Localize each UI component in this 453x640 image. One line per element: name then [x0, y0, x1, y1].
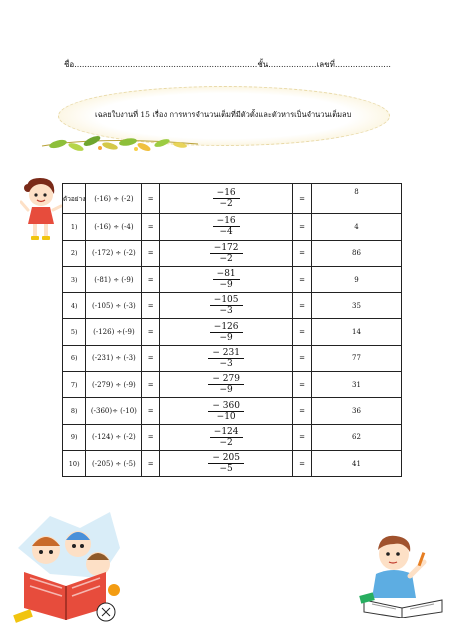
equals-sign: = — [293, 240, 312, 266]
result-value: 41 — [311, 450, 401, 476]
fraction — [213, 269, 240, 290]
cartoon-girl-icon — [20, 176, 64, 244]
equals-sign: = — [293, 372, 312, 398]
row-label: 8) — [63, 398, 86, 424]
fraction-denominator: −2 — [219, 199, 233, 210]
fraction-cell — [159, 450, 292, 476]
division-expression: (-126) ÷(-9) — [86, 319, 142, 345]
table-row — [63, 372, 402, 398]
fraction — [208, 453, 244, 474]
fraction-denominator: −2 — [219, 437, 233, 448]
division-expression: (-16) ÷ (-2) — [86, 184, 142, 214]
result-value: 8 — [311, 184, 401, 214]
fraction — [210, 243, 243, 264]
fraction — [208, 401, 244, 422]
fraction-numerator: −172 — [210, 243, 243, 254]
fraction — [210, 427, 243, 448]
division-expression: (-81) ÷ (-9) — [86, 266, 142, 292]
boy-studying-icon — [358, 532, 446, 618]
fraction-denominator: −9 — [219, 280, 233, 291]
row-label: 10) — [63, 450, 86, 476]
fraction-numerator: −16 — [213, 216, 240, 227]
result-value: 4 — [311, 214, 401, 240]
result-value: 86 — [311, 240, 401, 266]
division-expression: (-124) ÷ (-2) — [86, 424, 142, 450]
equals-sign: = — [293, 398, 312, 424]
equals-sign: = — [142, 319, 160, 345]
fraction-numerator: −126 — [210, 322, 243, 333]
result-value: 14 — [311, 319, 401, 345]
fraction — [208, 348, 244, 369]
equals-sign: = — [293, 424, 312, 450]
class-label: ชั้น — [257, 60, 269, 69]
fraction-cell — [159, 372, 292, 398]
fraction-cell — [159, 398, 292, 424]
student-info-line: ชื่อ........................................................................ชั้น...................เลขที่...................... — [64, 60, 391, 69]
table-row — [63, 240, 402, 266]
division-expression: (-16) ÷ (-4) — [86, 214, 142, 240]
division-expression: (-205) ÷ (-5) — [86, 450, 142, 476]
row-label: 7) — [63, 372, 86, 398]
fraction — [210, 295, 243, 316]
row-label: 6) — [63, 345, 86, 371]
table-row — [63, 398, 402, 424]
equals-sign: = — [142, 293, 160, 319]
table-row — [63, 214, 402, 240]
division-expression: (-360)÷ (-10) — [86, 398, 142, 424]
fraction — [210, 322, 243, 343]
row-label: 1) — [63, 214, 86, 240]
fraction-denominator: −3 — [219, 358, 233, 369]
fraction-denominator: −10 — [216, 411, 236, 422]
equals-sign: = — [293, 266, 312, 292]
equals-sign: = — [142, 266, 160, 292]
fraction-numerator: −16 — [213, 188, 240, 199]
fraction — [213, 188, 240, 209]
equals-sign: = — [142, 214, 160, 240]
row-label: 5) — [63, 319, 86, 345]
number-label: เลขที่ — [316, 60, 335, 69]
equals-sign: = — [142, 450, 160, 476]
division-expression: (-231) ÷ (-3) — [86, 345, 142, 371]
row-label: 9) — [63, 424, 86, 450]
fraction-denominator: −2 — [219, 253, 233, 264]
fraction-denominator: −9 — [219, 385, 233, 396]
table-row — [63, 424, 402, 450]
fraction-cell — [159, 424, 292, 450]
row-label: ตัวอย่าง — [63, 184, 86, 214]
fraction-numerator: −124 — [210, 427, 243, 438]
equals-sign: = — [293, 184, 312, 214]
table-row — [63, 319, 402, 345]
result-value: 9 — [311, 266, 401, 292]
equals-sign: = — [142, 372, 160, 398]
equals-sign: = — [142, 424, 160, 450]
row-label: 2) — [63, 240, 86, 266]
equals-sign: = — [142, 184, 160, 214]
equals-sign: = — [293, 293, 312, 319]
kids-reading-books-icon — [10, 508, 128, 626]
division-expression: (-105) ÷ (-3) — [86, 293, 142, 319]
fraction-cell — [159, 214, 292, 240]
equals-sign: = — [293, 450, 312, 476]
fraction-numerator: − 231 — [208, 348, 244, 359]
table-row — [63, 266, 402, 292]
fraction-cell — [159, 319, 292, 345]
equals-sign: = — [293, 319, 312, 345]
equals-sign: = — [142, 240, 160, 266]
table-row — [63, 450, 402, 476]
table-row — [63, 293, 402, 319]
fraction-cell — [159, 184, 292, 214]
fraction-denominator: −5 — [219, 464, 233, 475]
fraction-numerator: −105 — [210, 295, 243, 306]
result-value: 35 — [311, 293, 401, 319]
row-label: 3) — [63, 266, 86, 292]
equals-sign: = — [142, 345, 160, 371]
result-value: 77 — [311, 345, 401, 371]
row-label: 4) — [63, 293, 86, 319]
name-label: ชื่อ — [64, 60, 75, 69]
result-value: 62 — [311, 424, 401, 450]
fraction-cell — [159, 240, 292, 266]
fraction-numerator: − 360 — [208, 401, 244, 412]
fraction-cell — [159, 293, 292, 319]
leaf-decoration-icon — [40, 132, 200, 156]
table-row — [63, 345, 402, 371]
fraction-cell — [159, 345, 292, 371]
worksheet-table — [62, 183, 402, 477]
page-title: เฉลยใบงานที่ 15 เรื่อง การหารจำนวนเต็มที่มีตัวตั้งและตัวหารเป็นจำนวนเต็มลบ — [95, 110, 352, 119]
equals-sign: = — [142, 398, 160, 424]
division-expression: (-279) ÷ (-9) — [86, 372, 142, 398]
result-value: 31 — [311, 372, 401, 398]
table-row — [63, 184, 402, 214]
fraction-numerator: − 205 — [208, 453, 244, 464]
equals-sign: = — [293, 345, 312, 371]
equals-sign: = — [293, 214, 312, 240]
fraction-denominator: −9 — [219, 332, 233, 343]
fraction-denominator: −4 — [219, 227, 233, 238]
fraction — [208, 374, 244, 395]
fraction-denominator: −3 — [219, 306, 233, 317]
result-value: 36 — [311, 398, 401, 424]
fraction-numerator: − 279 — [208, 374, 244, 385]
fraction — [213, 216, 240, 237]
division-expression: (-172) ÷ (-2) — [86, 240, 142, 266]
fraction-cell — [159, 266, 292, 292]
fraction-numerator: −81 — [213, 269, 240, 280]
